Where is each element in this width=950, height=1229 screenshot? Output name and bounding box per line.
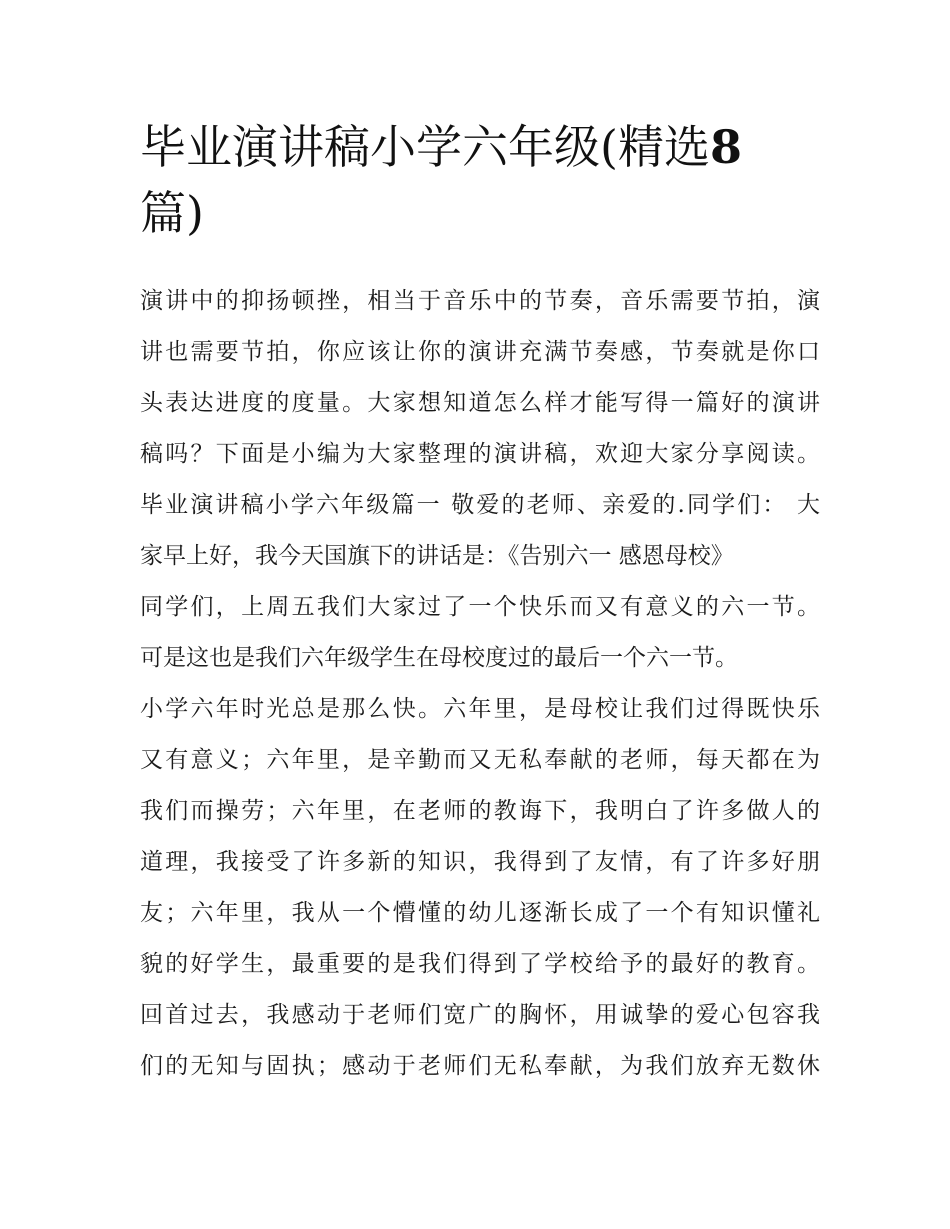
title-text-end: 篇) <box>140 186 204 240</box>
body-line: 小学六年时光总是那么快。六年里，是母校让我们过得既快乐 <box>140 696 820 722</box>
body-line: 可是这也是我们六年级学生在母校度过的最后一个六一节。 <box>140 645 738 671</box>
body-line: 我们而操劳；六年里，在老师的教诲下，我明白了许多做人的 <box>140 798 820 824</box>
document-title <box>140 114 820 246</box>
body-line: 同学们，上周五我们大家过了一个快乐而又有意义的六一节。 <box>140 594 820 620</box>
body-line: 回首过去，我感动于老师们宽广的胸怀，用诚挚的爱心包容我 <box>140 1002 820 1028</box>
body-line: 又有意义；六年里，是辛勤而又无私奉献的老师，每天都在为 <box>140 747 820 773</box>
body-line: 貌的好学生，最重要的是我们得到了学校给予的最好的教育。 <box>140 951 820 977</box>
body-line: 讲也需要节拍，你应该让你的演讲充满节奏感，节奏就是你口 <box>140 339 820 365</box>
body-line: 们的无知与固执；感动于老师们无私奉献，为我们放弃无数休 <box>140 1053 820 1079</box>
title-text: 毕业演讲稿小学六年级(精选 <box>140 120 710 174</box>
document-body <box>140 284 820 1100</box>
title-number: 8 <box>709 120 742 174</box>
body-line: 家早上好，我今天国旗下的讲话是：《告别六一 感恩母校》 <box>140 543 734 569</box>
body-line: 友；六年里，我从一个懵懂的幼儿逐渐长成了一个有知识懂礼 <box>140 900 820 926</box>
body-line: 演讲中的抑扬顿挫，相当于音乐中的节奏，音乐需要节拍，演 <box>140 288 820 314</box>
body-line: 稿吗？下面是小编为大家整理的演讲稿，欢迎大家分享阅读。 <box>140 441 820 467</box>
body-line: 头表达进度的度量。大家想知道怎么样才能写得一篇好的演讲 <box>140 390 820 416</box>
body-line: 道理，我接受了许多新的知识，我得到了友情，有了许多好朋 <box>140 849 820 875</box>
body-line: 毕业演讲稿小学六年级篇一 敬爱的老师、亲爱的.同学们： 大 <box>140 492 820 518</box>
